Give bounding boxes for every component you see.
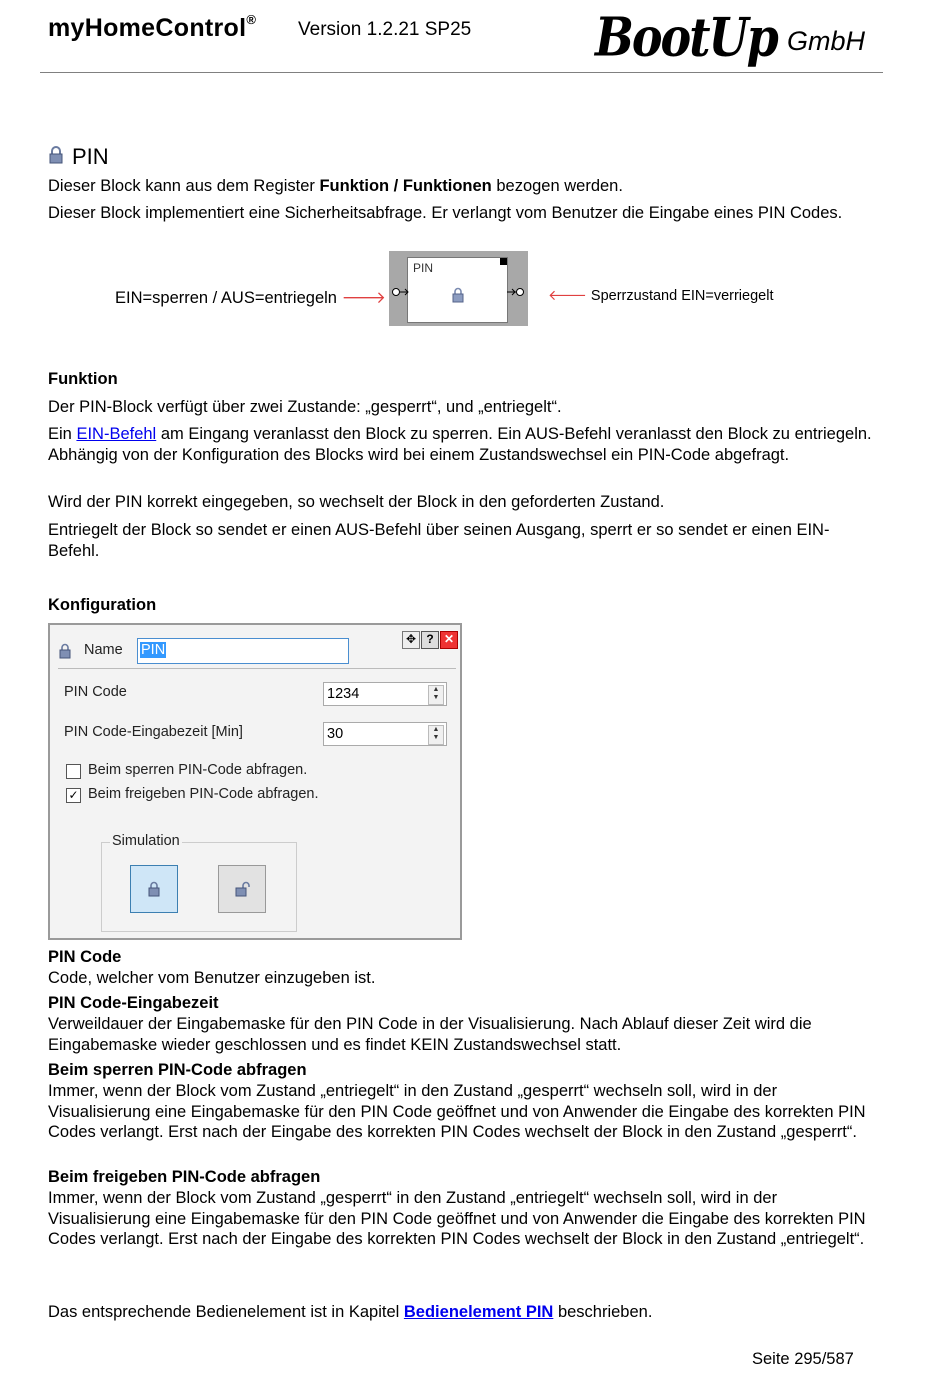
param-text: Immer, wenn der Block vom Zustand „gesperrt“ in den Zustand „entriegelt“ wechseln soll, wird in der Visualisierung eine Eingabemaske für den PIN Code geöffnet und von Anwender die Eingabe des korrekten PIN Codes verlangt. Erst nach der Eingabe des korrekten PIN Codes wechselt der Block in den Zustand „entriegelt“. xyxy=(48,1189,866,1248)
page-number: Seite 295/587 xyxy=(752,1350,854,1368)
lock-pin-checkbox-label: Beim sperren PIN-Code abfragen. xyxy=(88,762,308,778)
funktion-paragraph-2: Ein EIN-Befehl am Eingang veranlasst den Block zu sperren. Ein AUS-Befehl veranlasst den Block zu entriegeln. Abhängig von der Konfiguration des Blocks wird bei einem Zustandswechsel ein PIN-Code abgefragt. xyxy=(48,425,872,464)
pin-block-diagram xyxy=(389,251,528,326)
param-title: PIN Code xyxy=(48,948,122,966)
config-dialog xyxy=(48,623,462,940)
pin-block-label: PIN xyxy=(413,261,434,275)
simulate-unlock-button[interactable] xyxy=(218,865,266,913)
pin-time-stepper[interactable] xyxy=(323,722,447,746)
funktion-paragraph-3: Wird der PIN korrekt eingegeben, so wechselt der Block in den geforderten Zustand. xyxy=(48,493,665,511)
name-input[interactable] xyxy=(137,638,349,664)
ein-befehl-link[interactable]: EIN-Befehl xyxy=(76,425,157,443)
funktion-paragraph-1: Der PIN-Block verfügt über zwei Zustande: „gesperrt“, und „entriegelt“. xyxy=(48,398,562,416)
param-text: Verweildauer der Eingabemaske für den PIN Code in der Visualisierung. Nach Ablauf dieser Zeit wird die Eingabemaske wieder geschlossen und es findet KEIN Zustandswechsel statt. xyxy=(48,1015,812,1054)
input-connector-icon xyxy=(391,287,411,297)
company-logo xyxy=(595,6,875,68)
pin-code-value: 1234 xyxy=(327,686,360,702)
name-input-value: PIN xyxy=(141,642,166,658)
brand-title: myHomeControl® xyxy=(48,12,257,42)
logo-suffix: GmbH xyxy=(787,26,866,56)
logo-wordmark: BootUp xyxy=(595,6,777,69)
diagram-input-label: EIN=sperren / AUS=entriegeln 🡒 xyxy=(115,289,386,307)
move-icon[interactable]: ✥ xyxy=(402,631,420,649)
spin-arrows-icon[interactable]: ▲ ▼ xyxy=(428,725,444,745)
lock-icon xyxy=(451,287,465,303)
intro-paragraph-2: Dieser Block implementiert eine Sicherheitsabfrage. Er verlangt vom Benutzer die Eingabe eines PIN Codes. xyxy=(48,204,843,222)
param-text: Code, welcher vom Benutzer einzugeben ist. xyxy=(48,969,376,987)
lock-icon xyxy=(58,643,72,659)
konfiguration-heading: Konfiguration xyxy=(48,596,157,614)
reference-paragraph: Das entsprechende Bedienelement ist in Kapitel Bedienelement PIN beschrieben. xyxy=(48,1303,653,1321)
help-icon[interactable]: ? xyxy=(421,631,439,649)
bedienelement-pin-link[interactable]: Bedienelement PIN xyxy=(403,1303,554,1321)
lock-icon xyxy=(147,881,161,897)
pin-time-value: 30 xyxy=(327,726,344,742)
header-divider xyxy=(40,72,883,73)
pin-code-stepper[interactable] xyxy=(323,682,447,706)
param-title: Beim sperren PIN-Code abfragen xyxy=(48,1061,307,1079)
diagram-output-label: 🡐 Sperrzustand EIN=verriegelt xyxy=(548,288,774,304)
arrow-right-icon: 🡒 xyxy=(341,289,386,307)
funktion-paragraph-4: Entriegelt der Block so sendet er einen AUS-Befehl über seinen Ausgang, sperrt er so sendet er einen EIN-Befehl. xyxy=(48,521,830,560)
pin-time-label: PIN Code-Eingabezeit [Min] xyxy=(64,724,243,740)
funktion-heading: Funktion xyxy=(48,370,118,388)
intro-paragraph-1: Dieser Block kann aus dem Register Funktion / Funktionen bezogen werden. xyxy=(48,177,623,195)
arrow-left-icon: 🡐 xyxy=(548,288,587,304)
unlock-pin-checkbox-label: Beim freigeben PIN-Code abfragen. xyxy=(88,786,319,802)
param-title: Beim freigeben PIN-Code abfragen xyxy=(48,1168,321,1186)
close-icon[interactable]: ✕ xyxy=(440,631,458,649)
unlock-pin-checkbox[interactable]: ✓ xyxy=(66,788,81,803)
param-text: Immer, wenn der Block vom Zustand „entriegelt“ in den Zustand „gesperrt“ wechseln soll, wird in der Visualisierung eine Eingabemaske für den PIN Code geöffnet und von Anwender die Eingabe des korrekten PIN Codes verlangt. Erst nach der Eingabe des korrekten PIN Codes wechselt der Block in den Zustand „gesperrt“. xyxy=(48,1082,866,1141)
title-divider xyxy=(58,668,456,669)
simulate-lock-button[interactable] xyxy=(130,865,178,913)
simulation-label: Simulation xyxy=(112,833,180,849)
name-label: Name xyxy=(84,642,123,658)
lock-pin-checkbox[interactable] xyxy=(66,764,81,779)
spin-arrows-icon[interactable]: ▲ ▼ xyxy=(428,685,444,705)
param-title: PIN Code-Eingabezeit xyxy=(48,994,219,1012)
unlock-icon xyxy=(235,881,251,897)
block-corner-marker xyxy=(500,258,507,265)
lock-icon xyxy=(48,146,64,164)
pin-code-label: PIN Code xyxy=(64,684,127,700)
output-connector-icon xyxy=(506,287,526,297)
pin-block xyxy=(407,257,508,323)
version-label: Version 1.2.21 SP25 xyxy=(298,19,472,40)
